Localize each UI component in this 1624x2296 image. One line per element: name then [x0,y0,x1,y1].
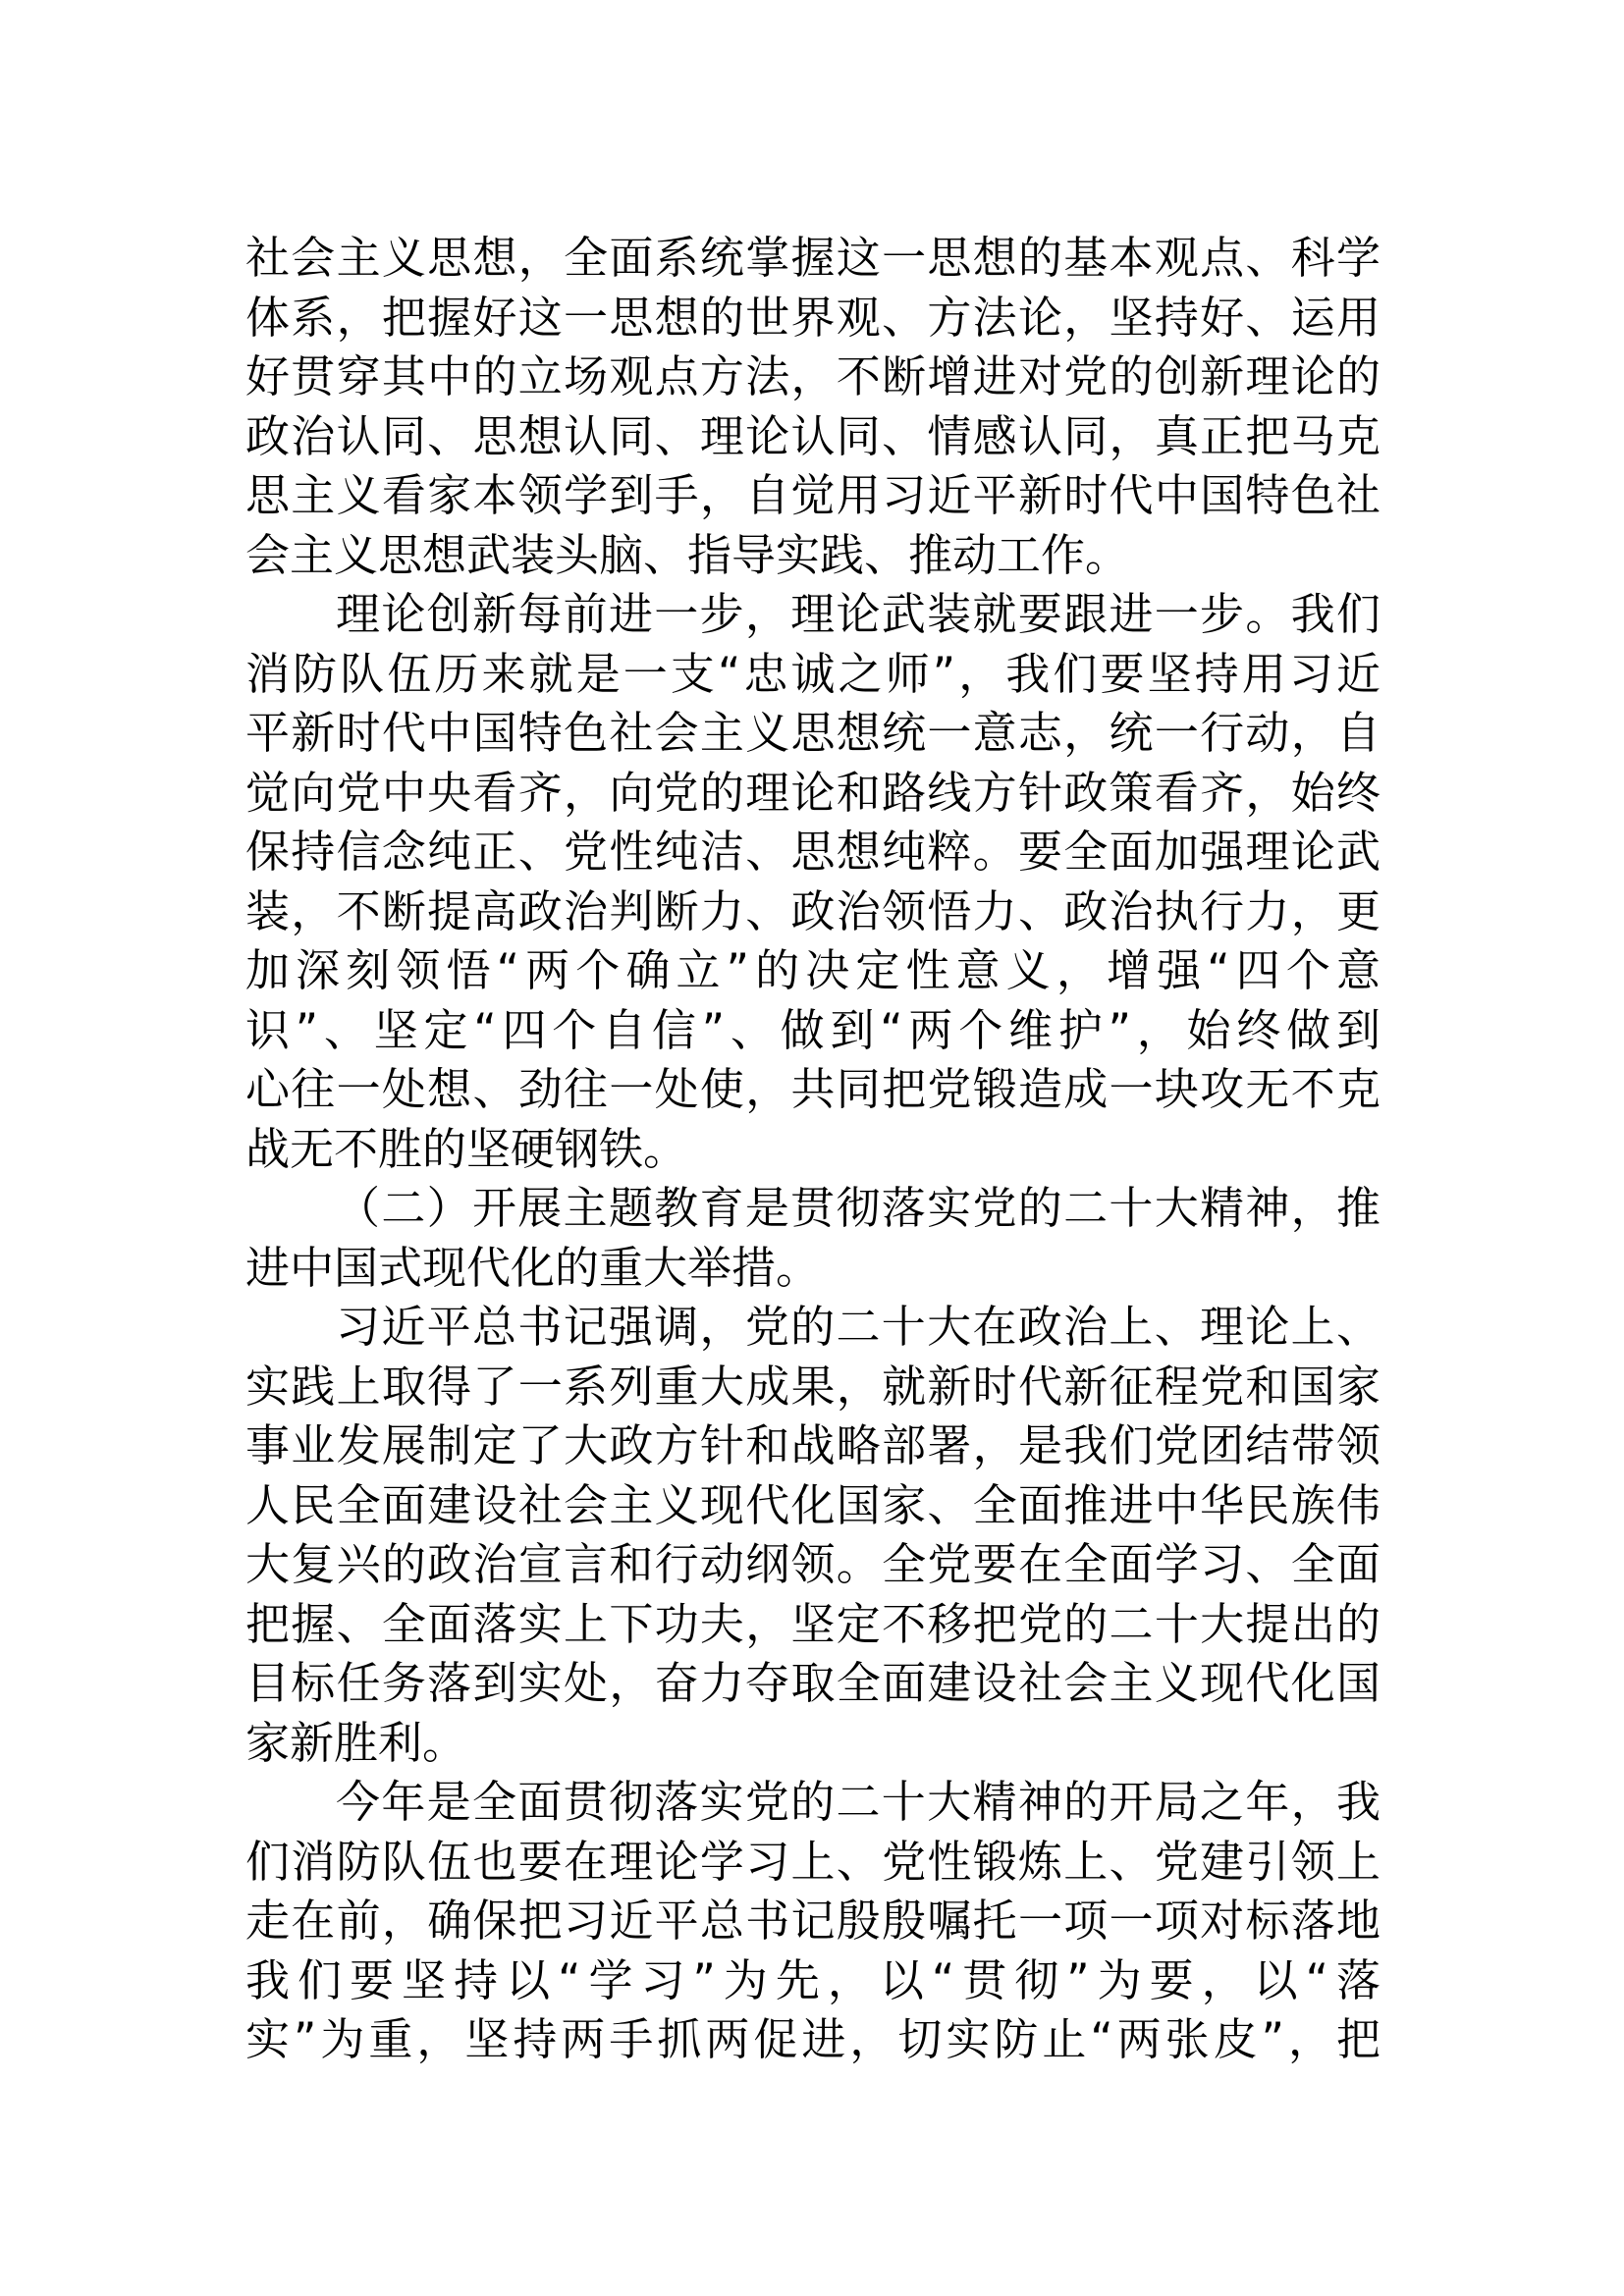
text-line: 们消防队伍也要在理论学习上、党性锻炼上、党建引领上 [245,1835,1380,1888]
text-line: 今年是全面贯彻落实党的二十大精神的开局之年，我 [336,1776,1380,1828]
text-line: 进中国式现代化的重大举措。 [245,1241,821,1294]
text-line: （二）开展主题教育是贯彻落实党的二十大精神，推 [336,1182,1380,1234]
text-line: 装，不断提高政治判断力、政治领悟力、政治执行力，更 [245,884,1380,937]
text-line: 觉向党中央看齐，向党的理论和路线方针政策看齐，始终 [245,766,1380,819]
text-line: 思主义看家本领学到手，自觉用习近平新时代中国特色社 [245,469,1380,521]
text-line: 人民全面建设社会主义现代化国家、全面推进中华民族伟 [245,1478,1380,1531]
text-line: 把握、全面落实上下功夫，坚定不移把党的二十大提出的 [245,1597,1380,1650]
document-page [245,229,1380,2070]
text-line: 消防队伍历来就是一支“忠诚之师”，我们要坚持用习近 [245,647,1380,700]
text-line: 目标任务落到实处，奋力夺取全面建设社会主义现代化国 [245,1657,1380,1709]
text-line: 体系，把握好这一思想的世界观、方法论，坚持好、运用 [245,291,1380,344]
text-line: 走在前，确保把习近平总书记殷殷嘱托一项一项对标落地 [245,1895,1380,1947]
text-line: 实”为重，坚持两手抓两促进，切实防止“两张皮”，把 [245,2013,1380,2065]
text-line: 社会主义思想，全面系统掌握这一思想的基本观点、科学 [245,232,1380,284]
text-line: 识”、坚定“四个自信”、做到“两个维护”，始终做到 [245,1003,1380,1056]
text-line: 保持信念纯正、党性纯洁、思想纯粹。要全面加强理论武 [245,826,1380,878]
text-line: 政治认同、思想认同、理论认同、情感认同，真正把马克 [245,409,1380,462]
text-line: 理论创新每前进一步，理论武装就要跟进一步。我们 [336,588,1380,640]
text-line: 加深刻领悟“两个确立”的决定性意义，增强“四个意 [245,944,1380,996]
text-line: 平新时代中国特色社会主义思想统一意志，统一行动，自 [245,707,1380,759]
text-line: 我们要坚持以“学习”为先，以“贯彻”为要，以“落 [245,1953,1380,2006]
text-line: 实践上取得了一系列重大成果，就新时代新征程党和国家 [245,1360,1380,1413]
text-line: 好贯穿其中的立场观点方法，不断增进对党的创新理论的 [245,350,1380,402]
text-line: 心往一处想、劲往一处使，共同把党锻造成一块攻无不克 [245,1063,1380,1115]
text-line: 事业发展制定了大政方针和战略部署，是我们党团结带领 [245,1419,1380,1471]
text-line: 战无不胜的坚硬钢铁。 [245,1122,688,1175]
text-line: 家新胜利。 [245,1716,467,1769]
text-line: 大复兴的政治宣言和行动纲领。全党要在全面学习、全面 [245,1538,1380,1590]
text-line: 习近平总书记强调，党的二十大在政治上、理论上、 [336,1301,1380,1353]
text-line: 会主义思想武装头脑、指导实践、推动工作。 [245,528,1130,581]
